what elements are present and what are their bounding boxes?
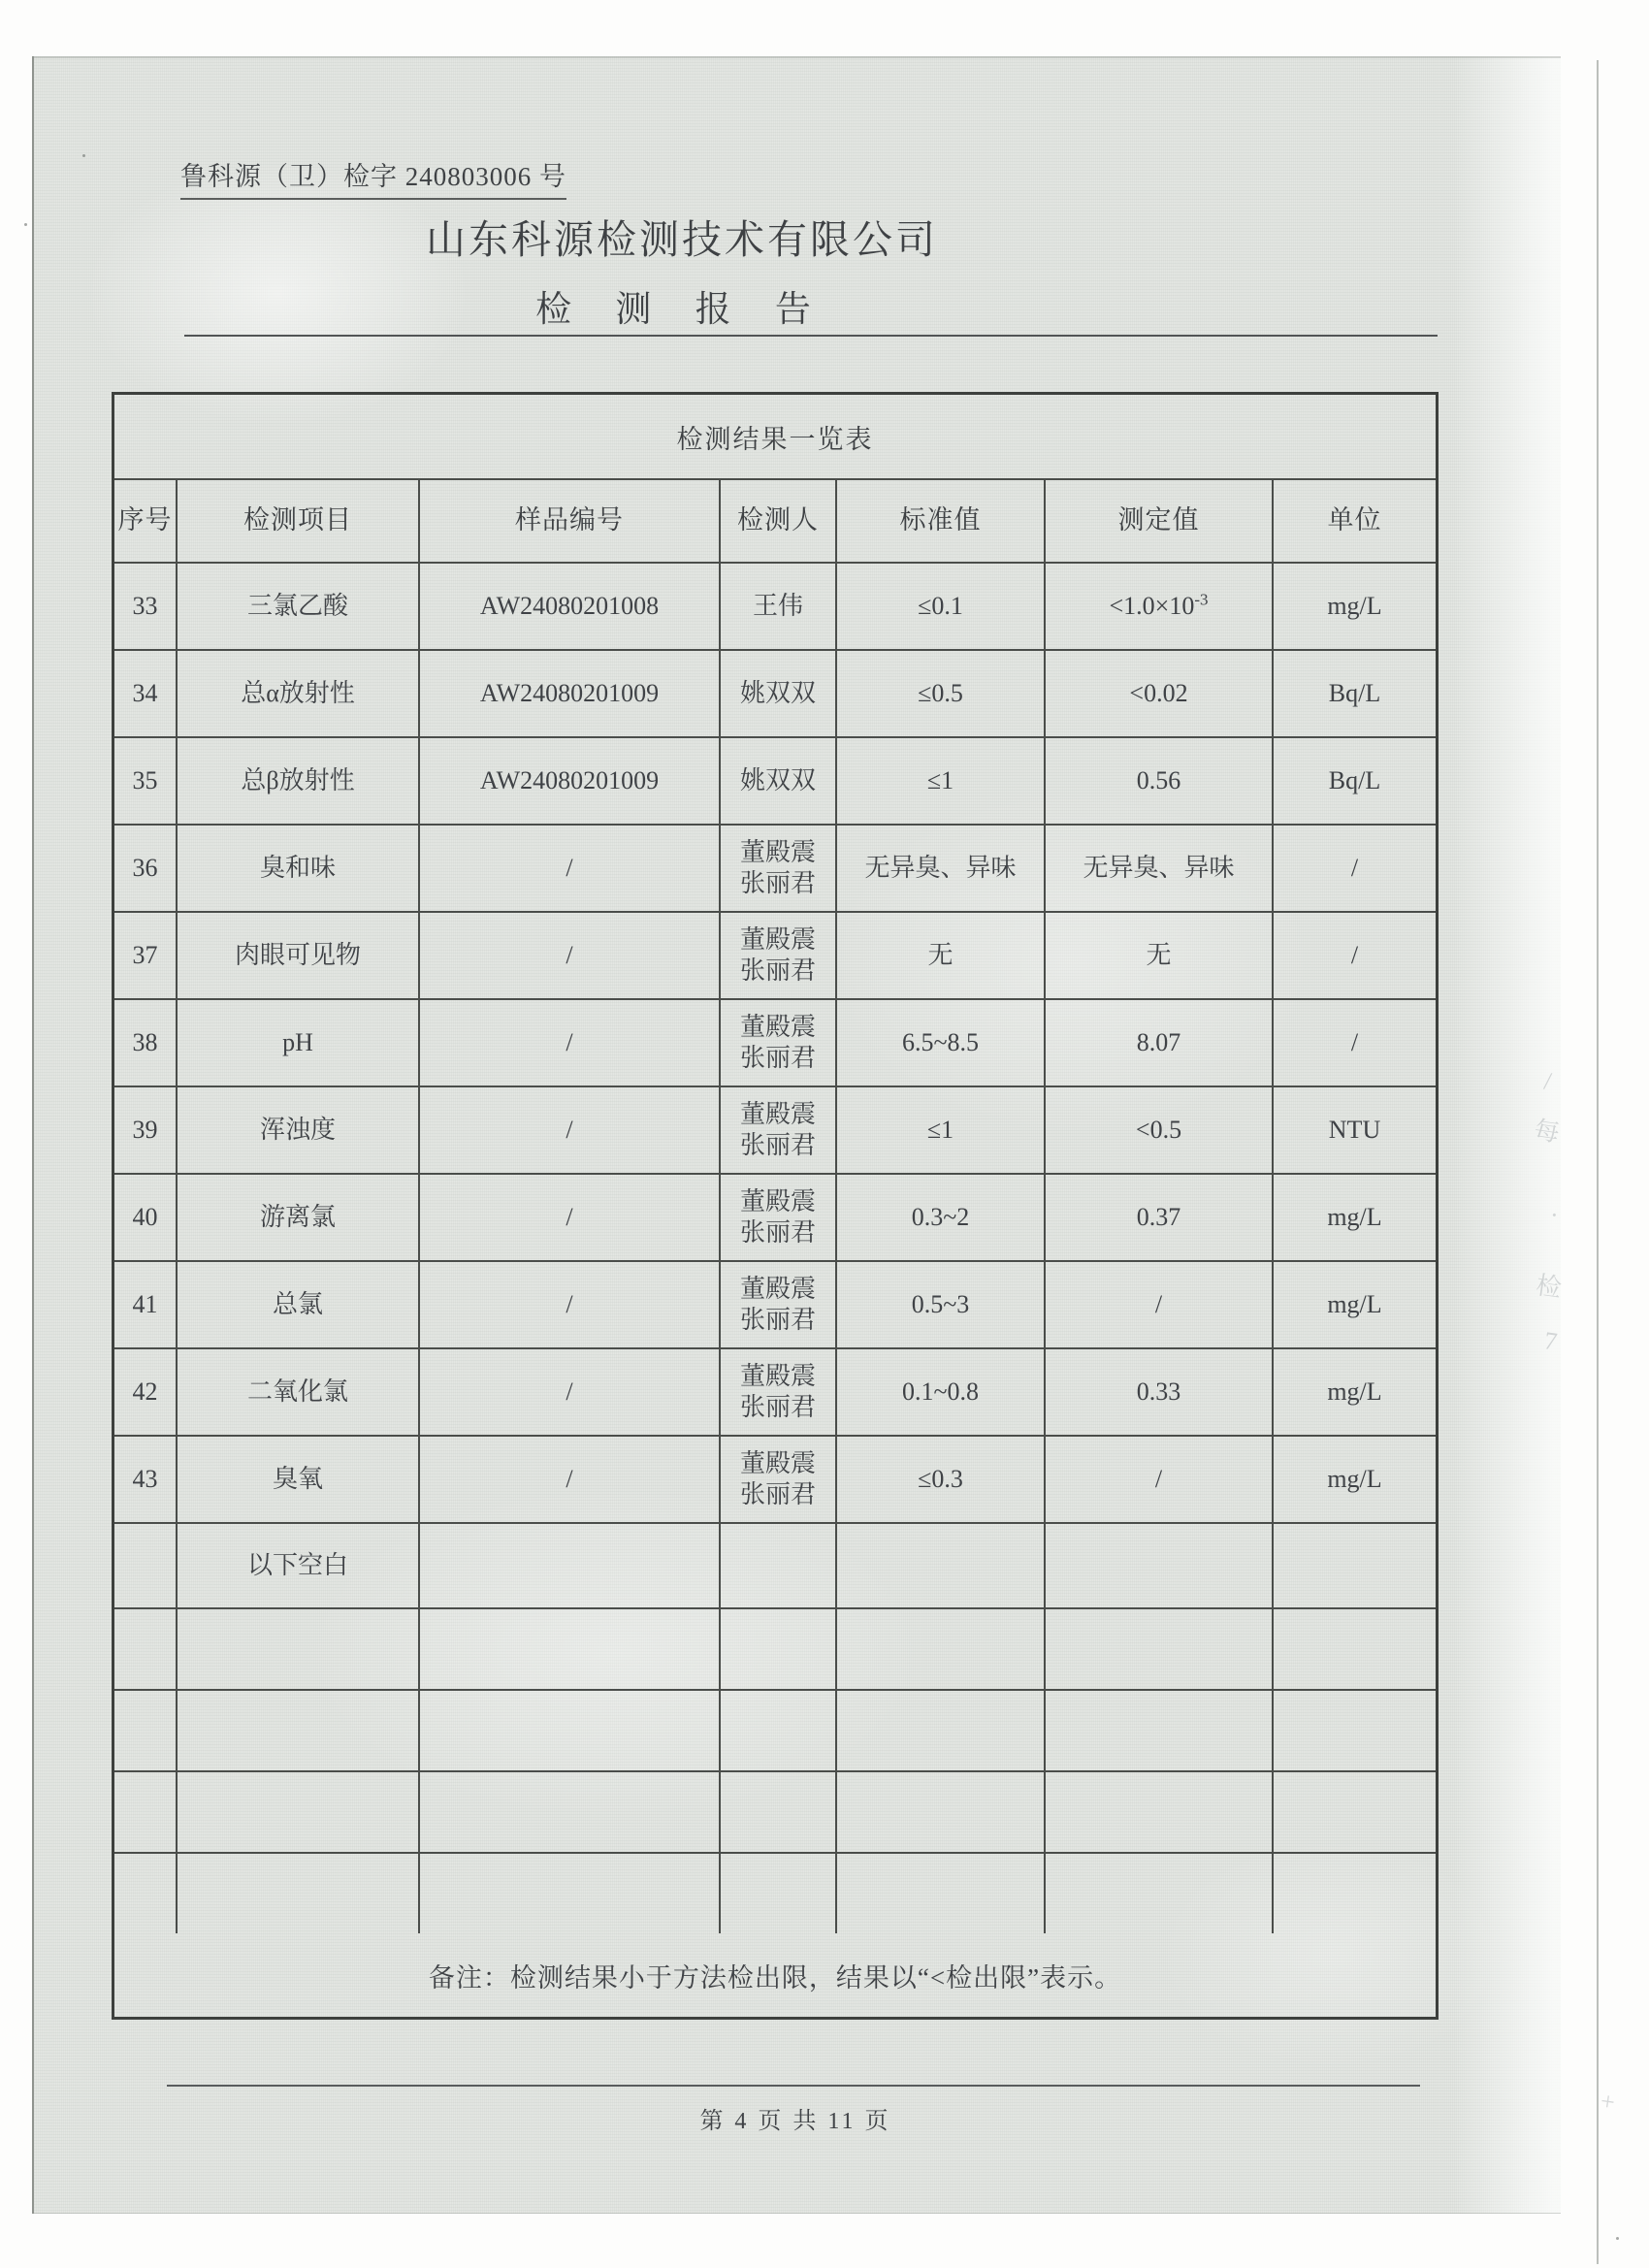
cell-measured — [1046, 1349, 1274, 1435]
table-row — [114, 1175, 1436, 1262]
cell-item: 浑浊度 — [178, 1087, 420, 1173]
cell-measured — [1046, 1262, 1274, 1347]
inspector-name: 王伟 — [752, 591, 803, 620]
cell-standard: 0.5~3 — [837, 1262, 1046, 1347]
cell-sample — [420, 1524, 721, 1607]
cell-unit: mg/L — [1327, 1289, 1382, 1318]
bleed-through-mark: 每 — [1532, 1116, 1562, 1148]
cell-sample: / — [420, 1175, 721, 1260]
cell-item: 肉眼可见物 — [178, 913, 420, 998]
cell-unit — [1274, 1854, 1436, 1933]
cell-measured — [1046, 1524, 1274, 1607]
cell-measured — [1046, 738, 1274, 824]
cell-inspector — [721, 1349, 837, 1435]
cell-inspector — [721, 1772, 837, 1852]
header-divider-line — [184, 335, 1438, 337]
cell-measured — [1046, 1437, 1274, 1522]
header-serial: 序号 — [114, 480, 178, 562]
table-row — [114, 564, 1436, 651]
cell-unit: mg/L — [1327, 1202, 1382, 1231]
measured-value: <0.5 — [1135, 1115, 1182, 1144]
table-title: 检测结果一览表 — [114, 395, 1436, 480]
cell-unit: / — [1350, 853, 1359, 882]
cell-measured — [1046, 1087, 1274, 1173]
table-row — [114, 1437, 1436, 1524]
cell-sample: AW24080201009 — [420, 651, 721, 736]
inspector-name: 董殿震 — [739, 1012, 816, 1041]
cell-unit: / — [1350, 1027, 1359, 1056]
cell-sample: / — [420, 1437, 721, 1522]
cell-item: 臭和味 — [178, 826, 420, 911]
cell-standard: ≤1 — [837, 738, 1046, 824]
cell-measured — [1046, 826, 1274, 911]
cell-serial: 34 — [114, 651, 178, 736]
measured-value: 0.33 — [1136, 1377, 1181, 1406]
cell-item: 游离氯 — [178, 1175, 420, 1260]
cell-unit — [1274, 1609, 1436, 1689]
cell-item — [178, 1691, 420, 1770]
cell-inspector — [721, 1175, 837, 1260]
cell-unit: Bq/L — [1328, 678, 1381, 707]
header-measured: 测定值 — [1046, 480, 1274, 562]
cell-sample: / — [420, 1262, 721, 1347]
cell-inspector — [721, 1000, 837, 1085]
cell-unit: mg/L — [1327, 1464, 1382, 1493]
measured-value: 无 — [1146, 940, 1172, 969]
cell-sample — [420, 1691, 721, 1770]
measured-value: / — [1154, 1289, 1163, 1318]
measured-value: <0.02 — [1129, 678, 1188, 707]
cell-serial — [114, 1772, 178, 1852]
inspector-name: 张丽君 — [739, 869, 816, 897]
cell-item — [178, 1772, 420, 1852]
cell-serial: 40 — [114, 1175, 178, 1260]
cell-standard — [837, 1609, 1046, 1689]
measured-value: 无异臭、异味 — [1083, 853, 1235, 882]
inspector-name: 董殿震 — [739, 924, 816, 954]
inspector-name: 张丽君 — [739, 1306, 816, 1334]
cell-unit — [1274, 1691, 1436, 1770]
company-name: 山东科源检测技术有限公司 — [426, 217, 938, 262]
table-row — [114, 1087, 1436, 1175]
header-standard: 标准值 — [837, 480, 1046, 562]
cell-inspector — [721, 651, 837, 736]
table-row — [114, 826, 1436, 913]
inspector-name: 姚双双 — [739, 765, 816, 794]
cell-item — [178, 1854, 420, 1933]
cell-serial — [114, 1524, 178, 1607]
footer-divider-line — [167, 2085, 1420, 2087]
table-body — [114, 564, 1436, 1933]
cell-inspector — [721, 1609, 837, 1689]
cell-item: 总β放射性 — [178, 738, 420, 824]
cell-standard: ≤0.3 — [837, 1437, 1046, 1522]
cell-standard: ≤0.1 — [837, 564, 1046, 649]
cell-standard — [837, 1691, 1046, 1770]
inspector-name: 董殿震 — [739, 1361, 816, 1390]
table-row — [114, 1349, 1436, 1437]
header-sample-id: 样品编号 — [420, 480, 721, 562]
cell-unit: mg/L — [1327, 591, 1382, 620]
measured-value: 0.56 — [1136, 765, 1181, 794]
cell-standard: 无 — [837, 913, 1046, 998]
measured-value: 8.07 — [1136, 1027, 1181, 1056]
table-row — [114, 1854, 1436, 1933]
cell-unit: / — [1350, 940, 1359, 969]
table-row — [114, 1262, 1436, 1349]
cell-serial: 33 — [114, 564, 178, 649]
cell-standard: ≤0.5 — [837, 651, 1046, 736]
cell-measured — [1046, 1609, 1274, 1689]
cell-measured — [1046, 1691, 1274, 1770]
paper-edge-line — [1597, 60, 1599, 2264]
dust-speck — [82, 154, 85, 157]
cell-sample: / — [420, 1349, 721, 1435]
measured-value: $<1.0\times 10^{-3}$ — [1109, 590, 1209, 620]
column-header-row — [114, 480, 1436, 564]
cell-item: 以下空白 — [178, 1524, 420, 1607]
cell-inspector — [721, 738, 837, 824]
cell-measured — [1046, 1854, 1274, 1933]
header-item: 检测项目 — [178, 480, 420, 562]
cell-sample — [420, 1609, 721, 1689]
cell-sample: / — [420, 1000, 721, 1085]
bleed-through-mark: · — [1548, 1200, 1561, 1230]
table-row — [114, 651, 1436, 738]
cell-serial: 41 — [114, 1262, 178, 1347]
cell-measured — [1046, 1175, 1274, 1260]
cell-inspector — [721, 1437, 837, 1522]
cell-sample: AW24080201008 — [420, 564, 721, 649]
results-table — [112, 392, 1439, 2020]
measured-value: 0.37 — [1136, 1202, 1181, 1231]
cell-standard: 6.5~8.5 — [837, 1000, 1046, 1085]
cell-serial: 37 — [114, 913, 178, 998]
table-row — [114, 738, 1436, 826]
cell-inspector — [721, 564, 837, 649]
dust-speck — [1616, 2237, 1619, 2240]
cell-serial: 39 — [114, 1087, 178, 1173]
cell-sample — [420, 1854, 721, 1933]
cell-measured — [1046, 1772, 1274, 1852]
table-row — [114, 1524, 1436, 1609]
cell-measured — [1046, 913, 1274, 998]
inspector-name: 张丽君 — [739, 1480, 816, 1508]
inspector-name: 张丽君 — [739, 1218, 816, 1247]
inspector-name: 张丽君 — [739, 1044, 816, 1072]
cell-unit: NTU — [1328, 1115, 1381, 1144]
cell-inspector — [721, 1262, 837, 1347]
cell-inspector — [721, 1087, 837, 1173]
cell-measured — [1046, 651, 1274, 736]
cell-standard: 无异臭、异味 — [837, 826, 1046, 911]
cell-unit: mg/L — [1327, 1377, 1382, 1406]
cell-inspector — [721, 913, 837, 998]
cell-item: pH — [178, 1000, 420, 1085]
cell-serial: 35 — [114, 738, 178, 824]
inspector-name: 董殿震 — [739, 1186, 816, 1215]
page-number: 第 4 页 共 11 页 — [699, 2109, 891, 2134]
cell-serial: 38 — [114, 1000, 178, 1085]
table-row — [114, 1609, 1436, 1691]
cell-measured — [1046, 564, 1274, 649]
inspector-name: 董殿震 — [739, 1448, 816, 1477]
table-row — [114, 1772, 1436, 1854]
bleed-through-mark: 检 — [1534, 1271, 1564, 1303]
cell-standard: 0.1~0.8 — [837, 1349, 1046, 1435]
cell-unit: Bq/L — [1328, 765, 1381, 794]
cell-item: 臭氧 — [178, 1437, 420, 1522]
inspector-name: 张丽君 — [739, 1393, 816, 1421]
inspector-name: 张丽君 — [739, 956, 816, 985]
cell-sample: / — [420, 1087, 721, 1173]
dust-speck — [24, 223, 27, 226]
inspector-name: 董殿震 — [739, 1099, 816, 1128]
report-title: 检 测 报 告 — [535, 290, 828, 330]
bleed-through-mark: / — [1542, 1066, 1554, 1096]
table-row — [114, 913, 1436, 1000]
header-inspector: 检测人 — [721, 480, 837, 562]
cell-standard — [837, 1854, 1046, 1933]
table-row — [114, 1691, 1436, 1772]
measured-exponent: -3 — [1194, 590, 1209, 609]
inspector-name: 张丽君 — [739, 1131, 816, 1159]
cell-sample: AW24080201009 — [420, 738, 721, 824]
cell-inspector — [721, 1524, 837, 1607]
cell-standard: 0.3~2 — [837, 1175, 1046, 1260]
cell-standard — [837, 1524, 1046, 1607]
cell-item: 总α放射性 — [178, 651, 420, 736]
cell-inspector — [721, 826, 837, 911]
cell-serial: 43 — [114, 1437, 178, 1522]
inspector-name: 董殿震 — [739, 837, 816, 866]
document-number: 鲁科源（卫）检字 240803006 号 — [180, 155, 566, 200]
cell-standard — [837, 1772, 1046, 1852]
header-unit: 单位 — [1327, 505, 1382, 535]
cell-unit — [1274, 1772, 1436, 1852]
cell-sample: / — [420, 913, 721, 998]
bleed-through-mark: + — [1599, 2087, 1617, 2117]
cell-serial — [114, 1691, 178, 1770]
table-row — [114, 1000, 1436, 1087]
inspector-name: 姚双双 — [739, 678, 816, 707]
inspector-name: 董殿震 — [739, 1274, 816, 1303]
bleed-through-mark: 7 — [1542, 1326, 1560, 1356]
cell-inspector — [721, 1854, 837, 1933]
cell-sample — [420, 1772, 721, 1852]
cell-standard: ≤1 — [837, 1087, 1046, 1173]
note-row: 备注：检测结果小于方法检出限，结果以“<检出限”表示。 — [428, 1962, 1122, 1993]
measured-value: / — [1154, 1464, 1163, 1493]
cell-serial: 42 — [114, 1349, 178, 1435]
cell-item: 总氯 — [178, 1262, 420, 1347]
cell-serial: 36 — [114, 826, 178, 911]
cell-measured — [1046, 1000, 1274, 1085]
cell-item: 二氧化氯 — [178, 1349, 420, 1435]
cell-serial — [114, 1854, 178, 1933]
cell-item — [178, 1609, 420, 1689]
cell-unit — [1274, 1524, 1436, 1607]
cell-item: 三氯乙酸 — [178, 564, 420, 649]
cell-sample: / — [420, 826, 721, 911]
cell-serial — [114, 1609, 178, 1689]
cell-inspector — [721, 1691, 837, 1770]
